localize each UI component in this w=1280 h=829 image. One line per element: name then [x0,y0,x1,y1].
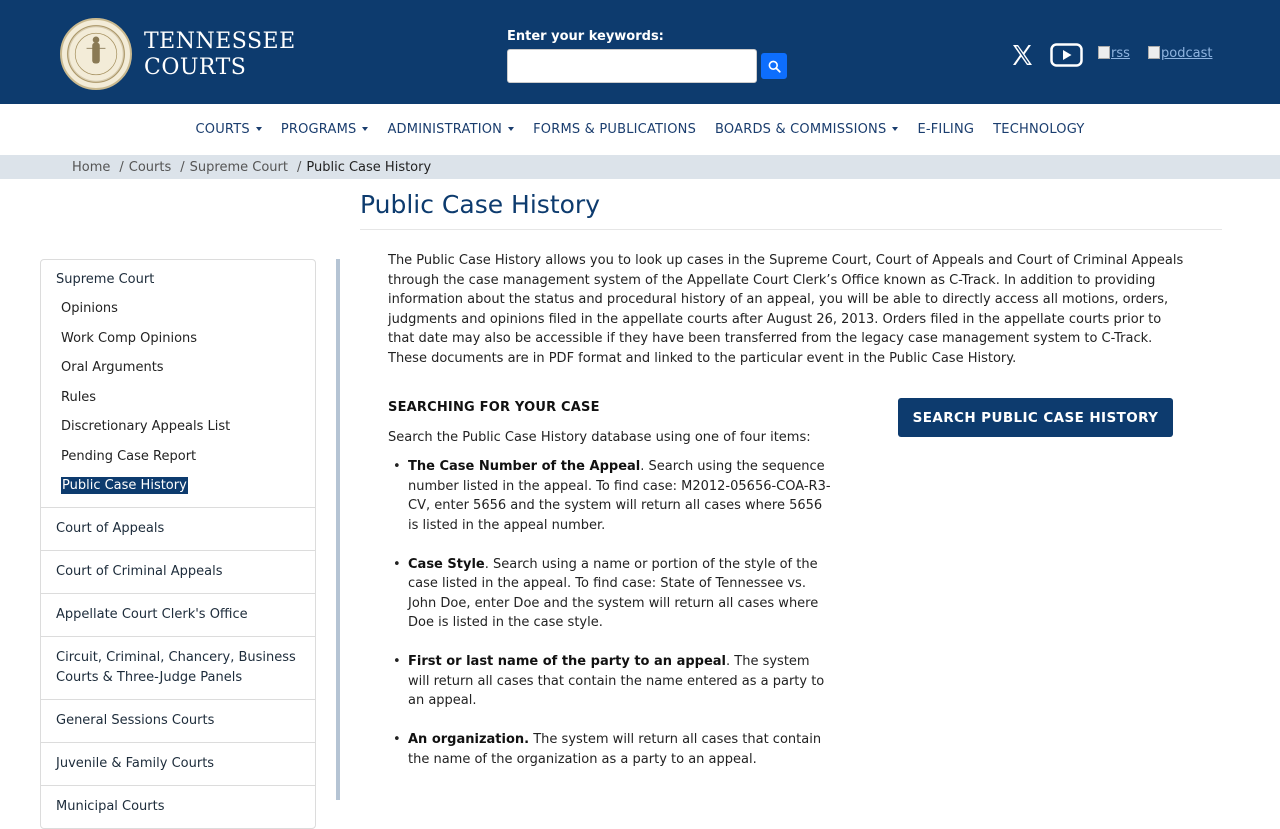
list-item [388,652,833,711]
search-public-case-history-button[interactable]: SEARCH PUBLIC CASE HISTORY [898,398,1173,437]
intro-paragraph: The Public Case History allows you to look up cases in the Supreme Court, Court of Appeals and Court of Criminal Appeals through the case management system of the Appellate Court Clerk’s Office known as C-Track. In addition to providing information about the status and procedural history of an appeal, you will be able to directly access all motions, orders, judgments and opinions filed in the appellate courts after August 26, 2013. Orders filed in the appellate courts prior to that date may also be accessible if they have been transferred from the legacy case management system to C-Track. These documents are in PDF format and linked to the particular event in the Public Case History. [388,253,1184,366]
caret-down-icon [362,127,368,131]
breadcrumb-current: Public Case History [306,159,432,175]
site-brand[interactable] [144,29,296,81]
caret-down-icon [256,127,262,131]
caret-down-icon [508,127,514,131]
list-item-text: The system will return all cases that contain the name of the organization as a party to an appeal. [408,732,822,767]
list-item [388,457,833,535]
page-title: Public Case History [360,190,601,219]
nav-label: PROGRAMS [280,122,357,137]
breadcrumb [0,155,1280,179]
nav-technology[interactable] [984,122,1094,137]
rss-alt-text: rss [1111,46,1130,61]
sidebar-item-oral-arguments[interactable]: Oral Arguments [61,360,164,375]
title-divider [360,229,1222,230]
search-label: Enter your keywords: [507,29,664,44]
breadcrumb-separator: / [119,159,124,175]
list-item-text: . Search using the sequence number listed in the appeal. To find case: M2012-05656-COA-R3-CV, enter 5656 and the system will return all cases where 5656 is listed in the appeal number. [408,459,831,533]
youtube-icon [1050,43,1083,67]
nav-label: FORMS & PUBLICATIONS [533,122,697,137]
caret-down-icon [892,127,898,131]
podcast-alt-text: podcast [1161,46,1213,61]
sidebar-item-pending-case-report[interactable]: Pending Case Report [61,448,197,464]
list-item [388,555,833,633]
content-divider [336,259,340,800]
sidebar-item-trial-courts[interactable]: Circuit, Criminal, Chancery, Business Courts & Three-Judge Panels [41,636,315,699]
breadcrumb-supreme-court[interactable]: Supreme Court [189,159,288,175]
nav-label: BOARDS & COMMISSIONS [715,122,887,137]
search-button[interactable] [761,53,787,79]
brand-line-1: TENNESSEE [144,29,296,54]
nav-forms-publications[interactable] [524,122,706,137]
sidebar-item-supreme-court[interactable]: Supreme Court [56,272,155,287]
section-subheading: Search the Public Case History database using one of four items: [388,430,811,445]
nav-label: E-FILING [917,122,975,137]
sidebar-item-general-sessions-courts[interactable]: General Sessions Courts [41,699,315,742]
sidebar-item-court-of-criminal-appeals[interactable]: Court of Criminal Appeals [41,550,315,593]
nav-label: COURTS [195,122,250,137]
sidebar-item-discretionary-appeals-list[interactable]: Discretionary Appeals List [61,419,231,434]
breadcrumb-home[interactable]: Home [72,159,111,175]
sidebar-item-appellate-court-clerks-office[interactable]: Appellate Court Clerk's Office [41,593,315,636]
breadcrumb-separator: / [180,159,185,175]
list-item-title: First or last name of the party to an appeal [408,654,726,669]
section-heading: SEARCHING FOR YOUR CASE [388,400,600,415]
list-item-title: The Case Number of the Appeal [408,459,641,474]
brand-line-2: COURTS [144,55,247,80]
tennessee-judiciary-seal-logo[interactable] [60,18,132,90]
nav-administration[interactable] [378,122,524,137]
youtube-link[interactable] [1050,43,1083,67]
search-input[interactable] [507,49,757,83]
sidebar-item-juvenile-family-courts[interactable]: Juvenile & Family Courts [41,742,315,785]
list-item-title: Case Style [408,556,485,572]
x-twitter-icon [1010,43,1034,67]
breadcrumb-separator: / [296,159,302,175]
broken-image-icon [1148,46,1160,59]
sidebar-nav [40,259,316,829]
list-item-text: . Search using a name or portion of the style of the case listed in the appeal. To find case: State of Tennessee vs. John Doe, enter Doe and the system will return all cases where Doe is listed in the case style. [408,556,819,630]
search-options-list [388,457,833,789]
sidebar-subnav [41,294,315,507]
sidebar-item-opinions[interactable]: Opinions [61,301,118,316]
list-item-text: . The system will return all cases that contain the name entered as a party to an appeal. [408,654,825,708]
nav-boards-commissions[interactable] [706,122,908,137]
search-icon [768,60,781,73]
main-nav [0,104,1280,155]
nav-label: TECHNOLOGY [993,122,1085,137]
rss-link[interactable] [1098,46,1130,61]
sidebar-active-label: Public Case History [62,478,187,493]
list-item-title: An organization. [408,732,530,747]
broken-image-icon [1098,46,1110,59]
sidebar-item-work-comp-opinions[interactable]: Work Comp Opinions [61,330,198,346]
site-header [0,0,1280,104]
breadcrumb-courts[interactable]: Courts [128,159,172,175]
nav-programs[interactable] [271,122,378,137]
sidebar-item-rules[interactable]: Rules [61,389,97,405]
sidebar-item-court-of-appeals[interactable]: Court of Appeals [41,507,315,550]
sidebar-item-public-case-history[interactable] [61,471,315,501]
nav-e-filing[interactable] [908,122,984,137]
nav-courts[interactable] [186,122,271,137]
list-item [388,730,833,769]
podcast-link[interactable] [1148,46,1212,61]
sidebar-item-municipal-courts[interactable]: Municipal Courts [41,785,315,828]
x-twitter-link[interactable] [1010,43,1034,67]
nav-label: ADMINISTRATION [387,122,503,137]
